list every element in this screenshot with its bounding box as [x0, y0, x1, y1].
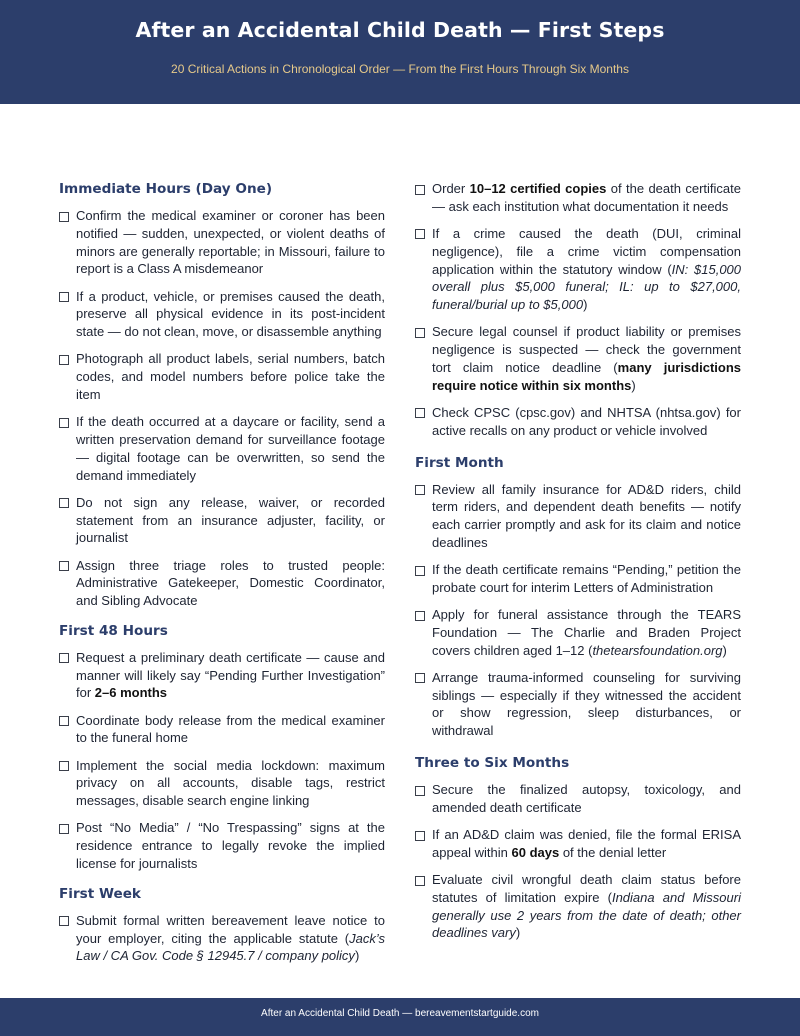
- section-title-first-month: First Month: [415, 454, 504, 471]
- checkbox-icon[interactable]: [59, 498, 69, 508]
- checklist-item[interactable]: Assign three triage roles to trusted people: Administrative Gatekeeper, Domestic Coordinator, and Sibling Advocate: [59, 557, 385, 610]
- checkbox-icon[interactable]: [415, 876, 425, 886]
- checkbox-icon[interactable]: [59, 355, 69, 365]
- checkbox-icon[interactable]: [415, 229, 425, 239]
- checklist-item[interactable]: Evaluate civil wrongful death claim status before statutes of limitation expire (Indiana and Missouri generally use 2 years from the date of death; other deadlines vary): [415, 871, 741, 942]
- checklist-item[interactable]: Request a preliminary death certificate — cause and manner will likely say “Pending Further Investigation” for 2–6 months: [59, 649, 385, 702]
- checklist-item[interactable]: If a crime caused the death (DUI, criminal negligence), file a crime victim compensation application within the statutory window (IN: $15,000 overall plus $5,000 funeral; IL: up to $27,000, funeral/burial up to $5,000): [415, 225, 741, 314]
- page-footer: [0, 998, 800, 1036]
- left-column: [59, 180, 385, 975]
- checklist-item[interactable]: Photograph all product labels, serial numbers, batch codes, and model numbers before police take the item: [59, 350, 385, 403]
- checkbox-icon[interactable]: [415, 611, 425, 621]
- checkbox-icon[interactable]: [59, 916, 69, 926]
- checklist-item[interactable]: Secure legal counsel if product liability or premises negligence is suspected — check the government tort claim notice deadline (many jurisdictions require notice within six months): [415, 323, 741, 394]
- checklist-item[interactable]: Submit formal written bereavement leave notice to your employer, citing the applicable statute (Jack’s Law / CA Gov. Code § 12945.7 / company policy): [59, 912, 385, 965]
- section-title-first-week: First Week: [59, 885, 141, 902]
- checkbox-icon[interactable]: [415, 831, 425, 841]
- checklist-item[interactable]: Order 10–12 certified copies of the death certificate — ask each institution what documentation it needs: [415, 180, 741, 216]
- checkbox-icon[interactable]: [415, 328, 425, 338]
- checklist-item[interactable]: If the death occurred at a daycare or facility, send a written preservation demand for surveillance footage — digital footage can be overwritten, so send the demand immediately: [59, 413, 385, 484]
- page-title: After an Accidental Child Death — First Steps: [135, 18, 665, 42]
- checkbox-icon[interactable]: [415, 485, 425, 495]
- checkbox-icon[interactable]: [59, 716, 69, 726]
- checklist-item[interactable]: Secure the finalized autopsy, toxicology, and amended death certificate: [415, 781, 741, 817]
- checklist-item[interactable]: Arrange trauma-informed counseling for surviving siblings — especially if they witnessed the accident or show regression, sleep disturbances, or withdrawal: [415, 669, 741, 740]
- checklist-item[interactable]: Review all family insurance for AD&D riders, child term riders, and dependent death benefits — notify each carrier promptly and ask for its claim and notice deadlines: [415, 481, 741, 552]
- checklist-item[interactable]: Implement the social media lockdown: maximum privacy on all accounts, disable tags, restrict messages, disable search engine linking: [59, 757, 385, 810]
- page-header: [0, 0, 800, 104]
- checkbox-icon[interactable]: [415, 566, 425, 576]
- footer-text: After an Accidental Child Death — bereavementstartguide.com: [261, 1008, 539, 1019]
- section-title-three-to-six-months: Three to Six Months: [415, 755, 570, 772]
- checkbox-icon[interactable]: [59, 292, 69, 302]
- checklist-item[interactable]: Coordinate body release from the medical examiner to the funeral home: [59, 712, 385, 748]
- checkbox-icon[interactable]: [59, 761, 69, 771]
- checklist-item[interactable]: Do not sign any release, waiver, or recorded statement from an insurance adjuster, facility, or journalist: [59, 494, 385, 547]
- checklist-item[interactable]: Apply for funeral assistance through the TEARS Foundation — The Charlie and Braden Project covers children aged 1–12 (thetearsfoundation.org): [415, 606, 741, 659]
- checkbox-icon[interactable]: [59, 824, 69, 834]
- checkbox-icon[interactable]: [415, 673, 425, 683]
- checklist-item[interactable]: Confirm the medical examiner or coroner has been notified — sudden, unexpected, or violent deaths of minors are generally reportable; in Missouri, failure to report is a Class A misdemeanor: [59, 207, 385, 278]
- checkbox-icon[interactable]: [415, 786, 425, 796]
- right-column: [415, 180, 741, 952]
- checklist-item[interactable]: Post “No Media” / “No Trespassing” signs at the residence entrance to legally revoke the implied license for journalists: [59, 819, 385, 872]
- checkbox-icon[interactable]: [59, 653, 69, 663]
- checklist-item[interactable]: If the death certificate remains “Pending,” petition the probate court for interim Letters of Administration: [415, 561, 741, 597]
- page-subtitle: 20 Critical Actions in Chronological Order — From the First Hours Through Six Months: [171, 62, 629, 76]
- section-title-first-48-hours: First 48 Hours: [59, 622, 168, 639]
- checkbox-icon[interactable]: [415, 408, 425, 418]
- checklist-item[interactable]: If a product, vehicle, or premises caused the death, preserve all physical evidence in its post-incident state — do not clean, move, or disassemble anything: [59, 288, 385, 341]
- checklist-item[interactable]: If an AD&D claim was denied, file the formal ERISA appeal within 60 days of the denial letter: [415, 826, 741, 862]
- checklist-item[interactable]: Check CPSC (cpsc.gov) and NHTSA (nhtsa.gov) for active recalls on any product or vehicle involved: [415, 404, 741, 440]
- checkbox-icon[interactable]: [59, 418, 69, 428]
- checkbox-icon[interactable]: [59, 212, 69, 222]
- section-title-immediate: Immediate Hours (Day One): [59, 181, 273, 197]
- checkbox-icon[interactable]: [59, 561, 69, 571]
- checkbox-icon[interactable]: [415, 185, 425, 195]
